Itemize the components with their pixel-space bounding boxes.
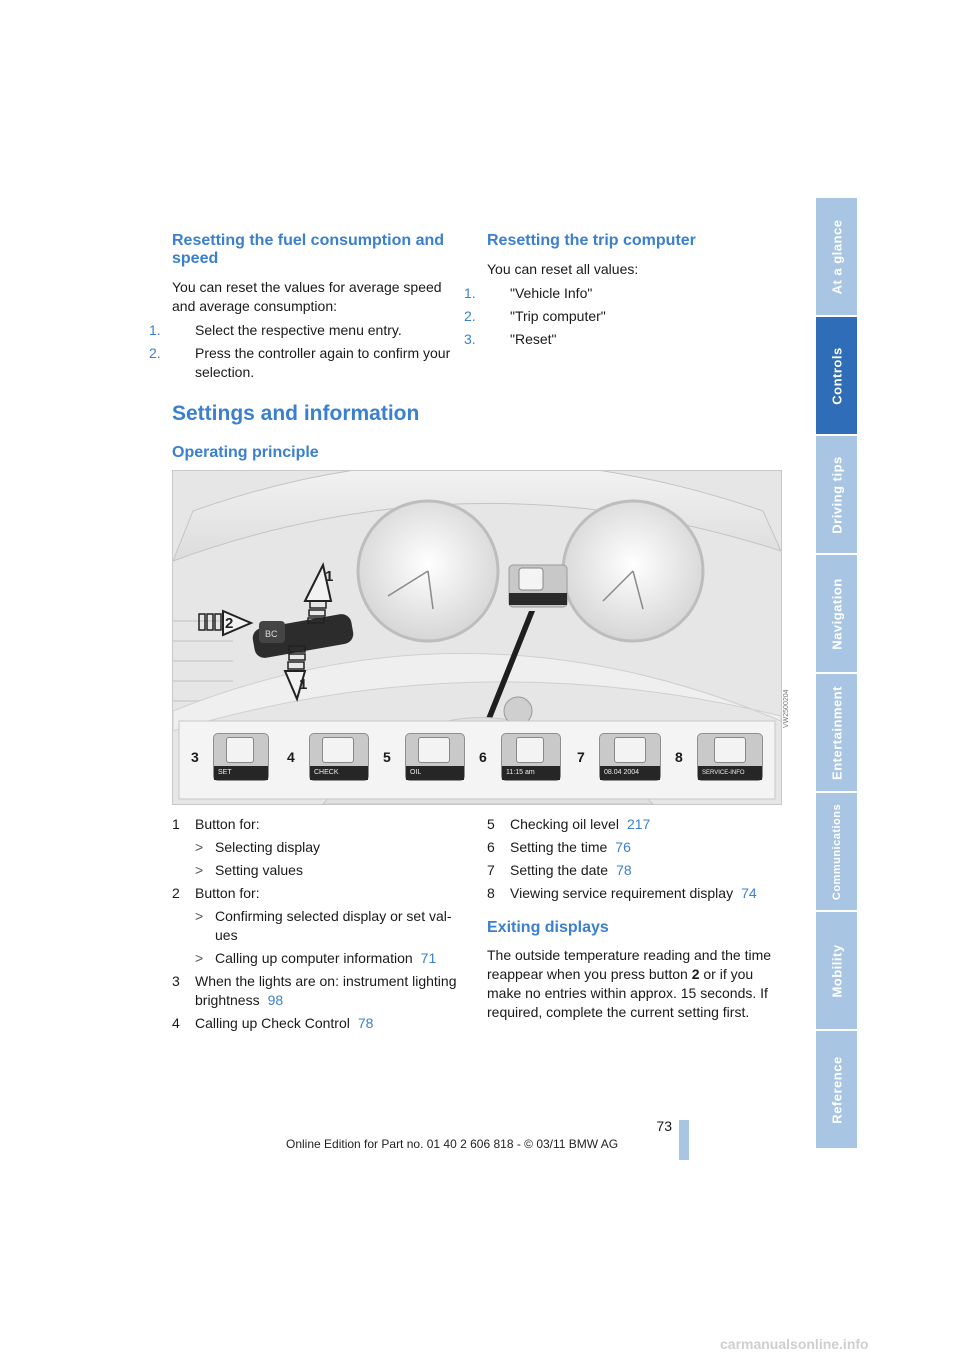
label-6: 6 [479, 749, 487, 765]
section-heading-fuel: Resetting the fuel consumption and speed [172, 232, 445, 267]
callout-2: 2 [225, 615, 234, 632]
legend-item: 6 Setting the time 76 [487, 839, 631, 855]
bc-label: BC [265, 629, 278, 639]
car-icon [322, 737, 354, 763]
tab-entertainment[interactable]: Entertainment [816, 674, 857, 793]
mini-display [501, 733, 561, 781]
page-ref-link[interactable]: 71 [420, 950, 437, 966]
tab-navigation[interactable]: Navigation [816, 555, 857, 674]
sub-item: > Selecting display [195, 839, 321, 855]
sub-item: > Calling up computer information 71 [195, 950, 437, 966]
display-strip [191, 733, 771, 787]
footer-edition: Online Edition for Part no. 01 40 2 606 818 - © 03/11 BMW AG [286, 1137, 619, 1151]
calendar-icon [614, 737, 646, 763]
mini-display [309, 733, 369, 781]
footer-bar [679, 1120, 689, 1160]
display-line: 11:15 am [502, 766, 560, 780]
display-line: SERVICE-INFO [698, 766, 762, 780]
section-intro: You can reset all values: [487, 261, 639, 277]
oil-can-icon [418, 737, 450, 763]
list-item: 2. "Trip computer" [464, 308, 606, 324]
mini-display [599, 733, 661, 781]
sub-item: > Setting values [195, 862, 303, 878]
display-icon [226, 737, 254, 763]
car-icon [714, 737, 746, 763]
page-ref-link[interactable]: 78 [357, 1015, 374, 1031]
legend-item: 1 Button for: > Selecting display > Setting values [172, 815, 467, 880]
page-ref-link[interactable]: 98 [267, 992, 284, 1008]
tab-communications[interactable]: Communications [816, 793, 857, 912]
tab-mobility[interactable]: Mobility [816, 912, 857, 1031]
exiting-heading: Exiting displays [487, 919, 609, 936]
tab-reference[interactable]: Reference [816, 1031, 857, 1150]
legend-item: 5 Checking oil level 217 [487, 816, 651, 832]
dashboard-illustration [172, 470, 782, 805]
watermark: carmanualsonline.info [720, 1336, 869, 1352]
legend-item: 3 When the lights are on: instrument lighting brightness 98 [172, 973, 457, 1008]
label-5: 5 [383, 749, 391, 765]
label-7: 7 [577, 749, 585, 765]
page-ref-link[interactable]: 74 [741, 885, 757, 901]
page-ref-link[interactable]: 78 [616, 862, 632, 878]
label-8: 8 [675, 749, 683, 765]
mini-display [697, 733, 763, 781]
tab-driving-tips[interactable]: Driving tips [816, 436, 857, 555]
callout-1-top: 1 [325, 568, 334, 585]
display-line: OIL [406, 766, 464, 780]
legend-item: 7 Setting the date 78 [487, 862, 632, 878]
list-item: 1. "Vehicle Info" [464, 285, 593, 301]
display-line: CHECK [310, 766, 368, 780]
tab-controls[interactable]: Controls [816, 317, 857, 436]
callout-1-bottom: 1 [299, 676, 308, 693]
steps-list [464, 284, 782, 349]
section-heading-trip: Resetting the trip computer [487, 232, 696, 249]
page-title: Settings and information [172, 402, 420, 425]
page-ref-link[interactable]: 76 [615, 839, 631, 855]
list-item: 3. "Reset" [464, 331, 557, 347]
legend-item: 2 Button for: > Confirming selected display or set val-ues > Calling up computer information 71 [172, 884, 467, 968]
section-intro: You can reset the values for average speed and average consumption: [172, 279, 442, 314]
label-3: 3 [191, 749, 199, 765]
side-tab-nav [816, 198, 857, 1150]
display-line: 08.04 2004 [600, 766, 660, 780]
clock-icon [516, 737, 544, 763]
mini-display [405, 733, 465, 781]
legend-left [172, 815, 467, 1037]
page-number: 73 [656, 1118, 672, 1134]
sub-item: > Confirming selected display or set val-ues [195, 908, 452, 943]
subsection-heading: Operating principle [172, 444, 319, 461]
steps-list [149, 321, 467, 382]
list-item: 1. Select the respective menu entry. [149, 322, 402, 338]
legend-item: 4 Calling up Check Control 78 [172, 1015, 374, 1031]
right-section [464, 232, 782, 353]
figure-ref-code: VW2500204 [783, 689, 790, 728]
label-4: 4 [287, 749, 295, 765]
list-item: 2. Press the controller again to confirm your selection. [149, 345, 451, 380]
page-ref-link[interactable]: 217 [626, 816, 651, 832]
display-line: SET [214, 766, 268, 780]
legend-item: 8 Viewing service requirement display 74 [487, 885, 757, 901]
mini-display [213, 733, 269, 781]
left-section [149, 232, 467, 386]
legend-right [487, 815, 782, 1022]
tab-at-a-glance[interactable]: At a glance [816, 198, 857, 317]
exiting-paragraph: The outside temperature reading and the time reappear when you press button 2 or if you make no entries within approx. 15 seconds. If required, complete the current setting first. [487, 947, 772, 1020]
